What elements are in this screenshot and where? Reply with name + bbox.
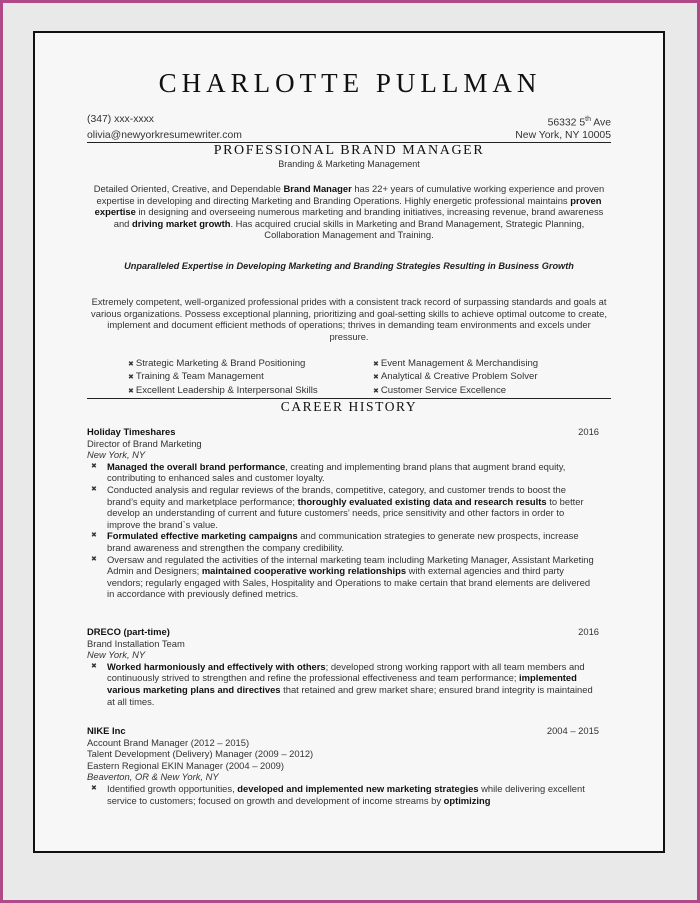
job-bullets [87,783,599,806]
list-item: ✖ Conducted analysis and regular reviews of the brands, competitive, category, and customer trends to boost the brand’s equity and marketplace performance; thoroughly evaluated existing data and research results to better develop an understanding of current and future customers’ needs, price sensitivity and other factors in order to improve the brand`s value. [107,484,599,530]
tagline: Unparalleled Expertise in Developing Marketing and Branding Strategies Resulting in Business Growth [124,261,574,271]
job-year: 2016 [578,426,599,437]
list-item: ✖ Worked harmoniously and effectively with others; developed strong working rapport with all team members and continuously strived to strengthen and refine the professional effectiveness and team performance; implemented various marketing plans and directives that retained and grew market share; ensured brand integrity is maintained at all times. [107,661,599,707]
list-item: ✖ Managed the overall brand performance, creating and implementing brand plans that augment brand equity, contributing to enhanced sales and customer loyalty. [107,461,599,484]
job-bullets [87,661,599,707]
job-role: Director of Brand Marketing [87,437,202,449]
job-role: Account Brand Manager (2012 – 2015) [87,736,250,748]
list-item: ✖ Identified growth opportunities, developed and implemented new marketing strategies while delivering excellent service to customers; focused on growth and development of income streams by optimizing [107,783,599,806]
job-year: 2016 [578,626,599,637]
job-role: Eastern Regional EKIN Manager (2004 – 2009) [87,759,284,771]
list-item: ✖ Oversaw and regulated the activities of the internal marketing team including Marketing Manager, Assistant Marketing Admin and Designers; maintained cooperative working relationships with external agencies and third party vendors; regularly engaged with Sales, Hospitality and Operations to make certain that brand elements are delivered in accordance with previously defined metrics. [107,554,599,600]
job-entry [87,426,599,600]
skill-item: ✖ Analytical & Creative Problem Solver [373,371,588,384]
summary-paragraph: Detailed Oriented, Creative, and Dependable Brand Manager has 22+ years of cumulative working experience and proven expertise in developing and directing Marketing and Branding Operations. Highly energetic professional maintains proven expertise in designing and overseeing numerous marketing and branding initiatives, increasing revenue, brand awareness and driving market growth. Has acquired crucial skills in Marketing and Brand Management, Strategic Planning, Collaboration Management and Training. [93,183,605,241]
job-role: Talent Development (Delivery) Manager (2009 – 2012) [87,748,314,760]
skill-item: ✖ Strategic Marketing & Brand Positioning [128,358,373,371]
career-history-title: CAREER HISTORY [87,398,611,415]
skill-item: ✖ Customer Service Excellence [373,385,588,398]
company-name: Holiday Timeshares [87,426,176,437]
job-location: New York, NY [87,449,146,461]
city-address: New York, NY 10005 [515,130,611,142]
job-entry [87,725,599,806]
phone: (347) xxx-xxxx [87,114,154,125]
job-year: 2004 – 2015 [546,725,599,736]
job-location: New York, NY [87,649,146,661]
overview-paragraph: Extremely competent, well-organized professional prides with a consistent track record of surpassing standards and goals at various organizations. Possess exceptional planning, prioritizing and goal-setting skills to achieve optimal outcome to create, implement and document efficient methods of operations; thrives in demanding team environments and excels under pressure. [91,296,607,342]
company-name: NIKE Inc [87,725,126,736]
list-item: ✖ Formulated effective marketing campaigns and communication strategies to generate new prospects, increase brand awareness and strengthen the company credibility. [107,530,599,553]
contact-block [87,114,611,143]
headline-subtitle: Branding & Marketing Management [278,159,420,169]
skill-item: ✖ Event Management & Merchandising [373,358,588,371]
company-name: DRECO (part-time) [87,626,170,637]
email: olivia@newyorkresumewriter.com [87,130,242,142]
job-role: Brand Installation Team [87,637,185,649]
skill-item: ✖ Training & Team Management [128,371,373,384]
job-entry [87,626,599,707]
candidate-name: CHARLOTTE PULLMAN [158,68,542,98]
skills-list [128,358,588,398]
skill-item: ✖ Excellent Leadership & Interpersonal Skills [128,385,373,398]
job-location: Beaverton, OR & New York, NY [87,771,219,783]
street-address: 56332 5th Ave [547,116,611,129]
job-bullets [87,461,599,600]
headline-title: PROFESSIONAL BRAND MANAGER [87,142,611,159]
